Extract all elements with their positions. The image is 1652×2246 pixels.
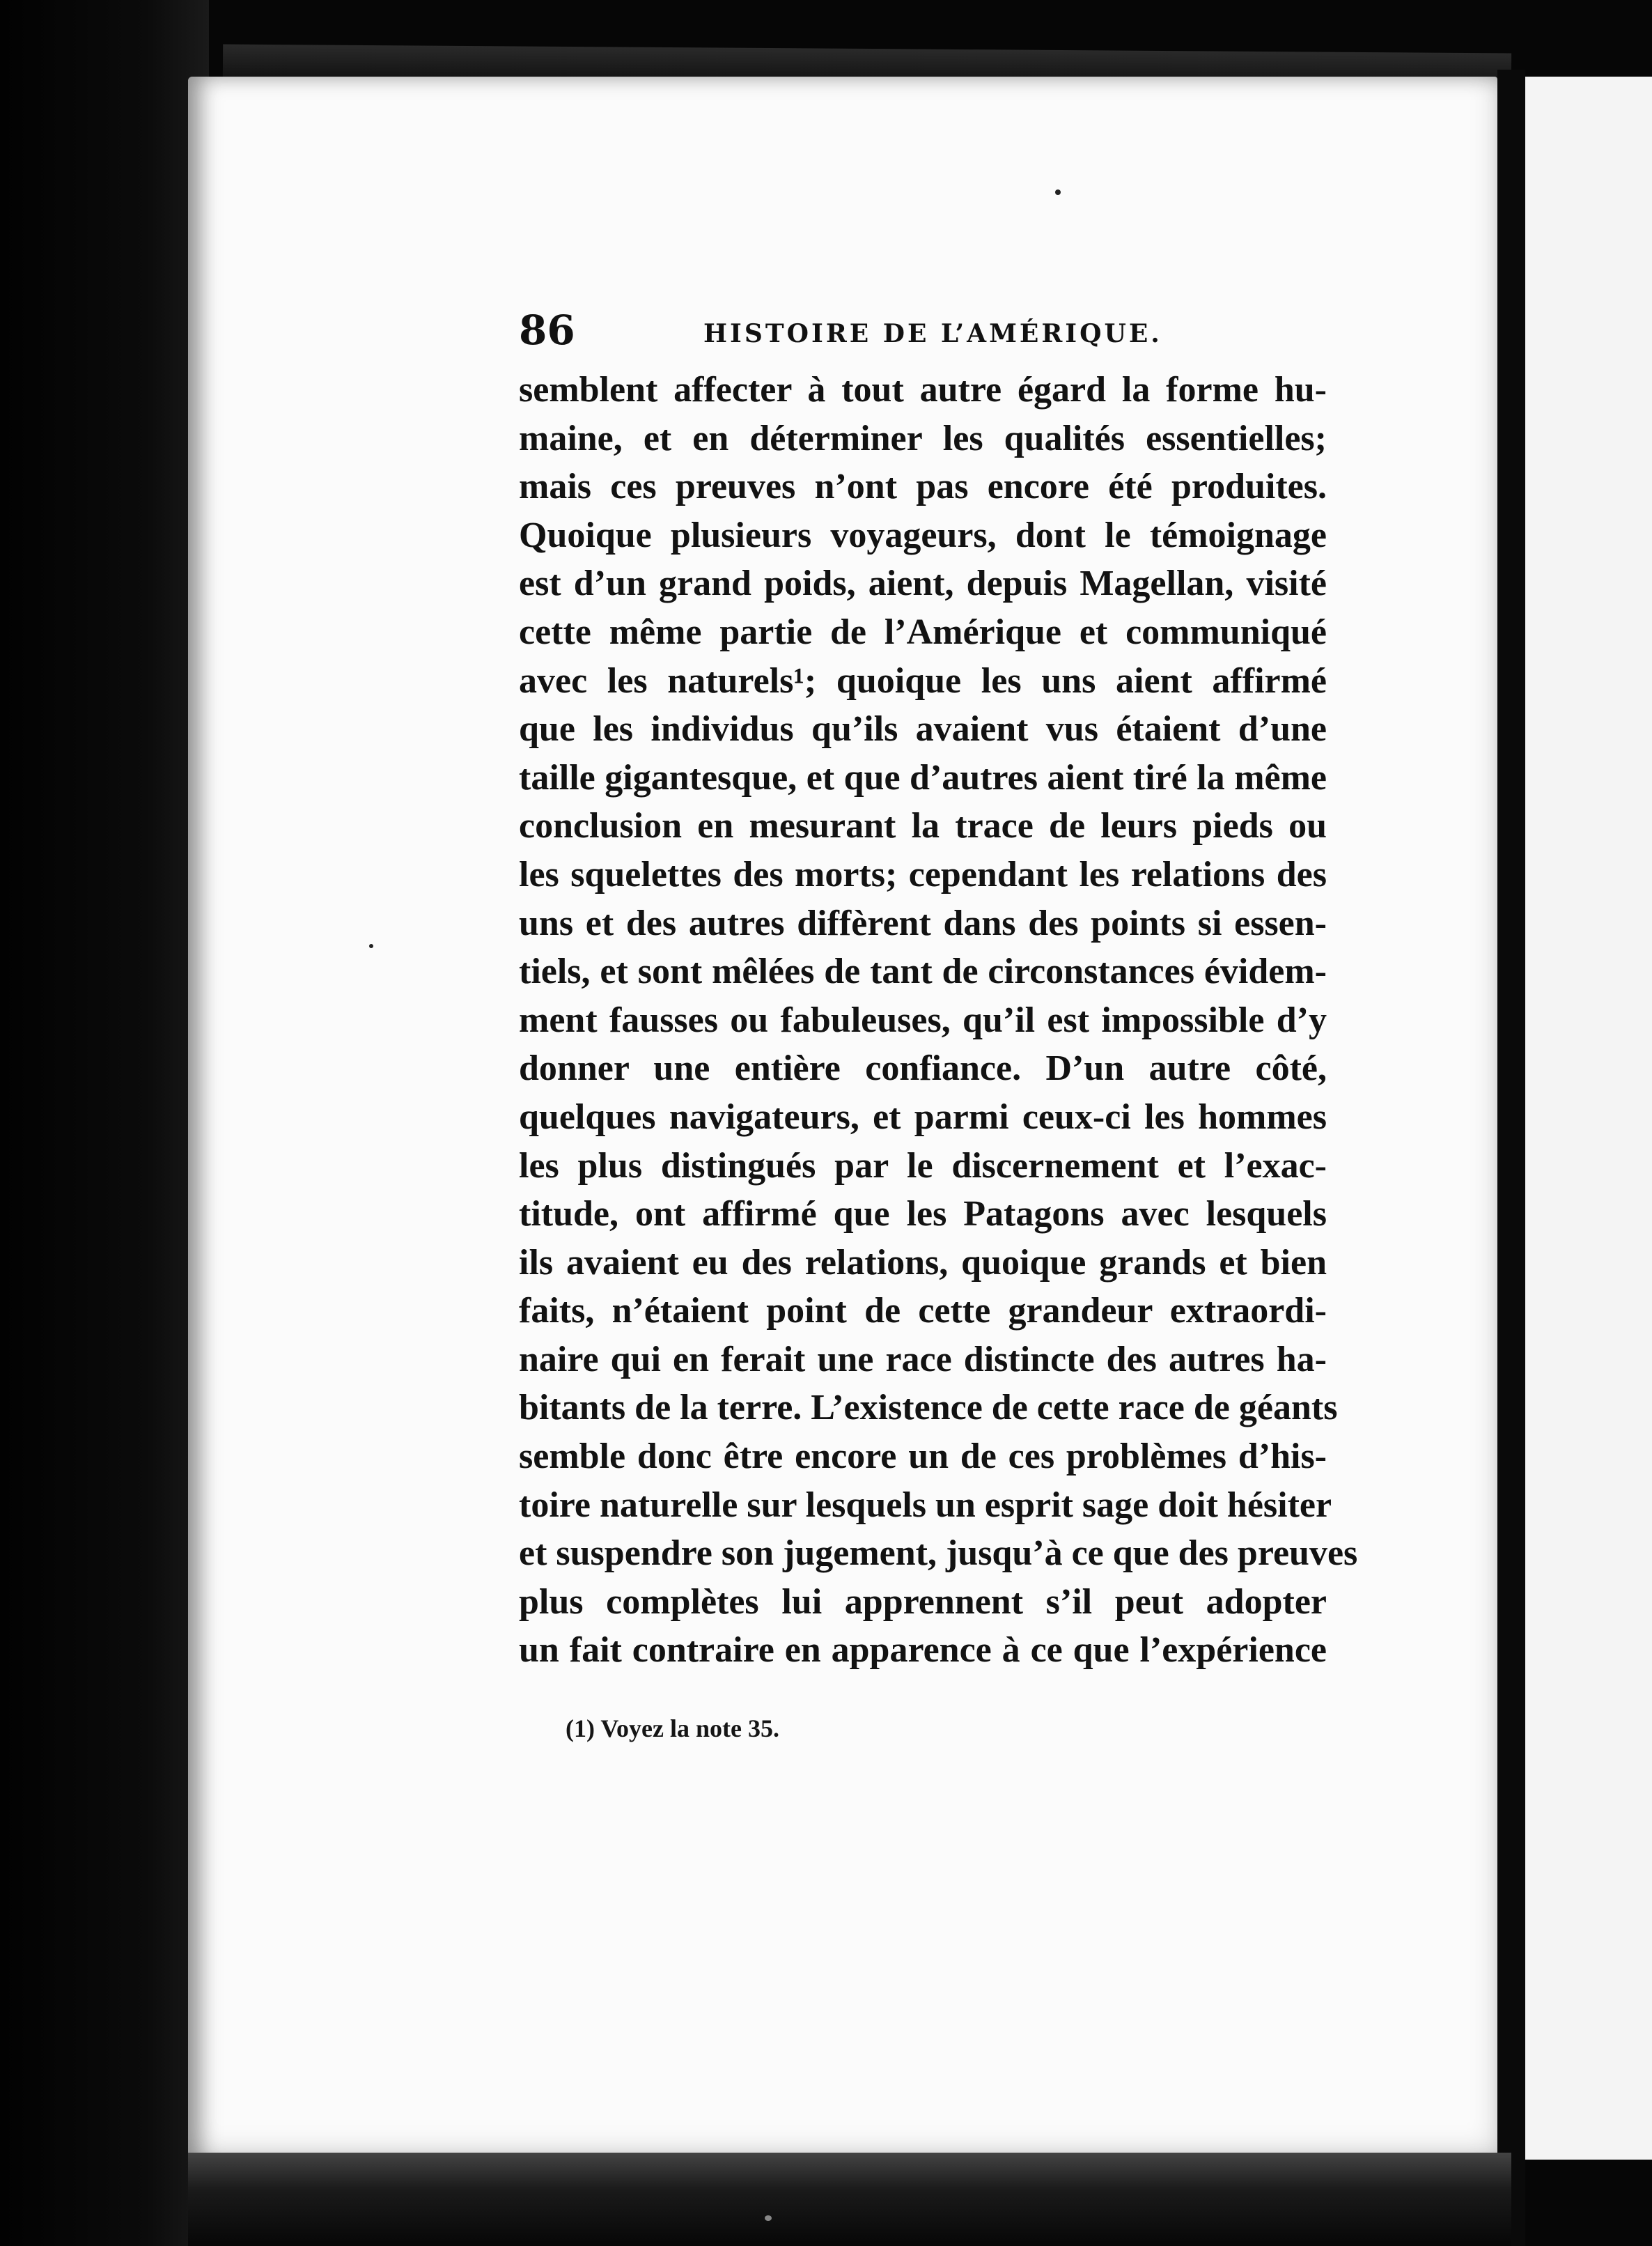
text-line: semble donc être encore un de ces problèmes d’his- — [519, 1436, 1327, 1477]
text-line: titude, ont affirmé que les Patagons avec lesquels — [519, 1194, 1327, 1234]
book-gutter — [1497, 70, 1525, 2246]
running-title: HISTOIRE DE L’AMÉRIQUE. — [703, 319, 1162, 348]
text-line: les squelettes des morts; cependant les relations des — [519, 854, 1327, 894]
text-line: plus complètes lui apprennent s’il peut adopter — [519, 1581, 1327, 1622]
text-line: est d’un grand poids, aient, depuis Magellan, visité — [519, 564, 1327, 604]
facing-page-edge — [1525, 77, 1652, 2160]
page-header — [519, 307, 1341, 369]
text-line: cette même partie de l’Amérique et communiqué — [519, 612, 1327, 652]
scan-speck — [369, 944, 373, 948]
text-line: bitants de la terre. L’existence de cette race de géants — [519, 1388, 1338, 1428]
text-line: les plus distingués par le discernement et l’exac- — [519, 1145, 1327, 1186]
text-line: Quoique plusieurs voyageurs, dont le témoignage — [519, 515, 1327, 555]
text-line: avec les naturels¹; quoique les uns aient affirmé — [519, 660, 1327, 701]
text-line: ment fausses ou fabuleuses, qu’il est impossible d’y — [519, 1000, 1327, 1040]
text-line: faits, n’étaient point de cette grandeur extraordi- — [519, 1291, 1327, 1331]
text-line: conclusion en mesurant la trace de leurs pieds ou — [519, 806, 1327, 846]
text-line: et suspendre son jugement, jusqu’à ce que des preuves — [519, 1533, 1358, 1574]
page-number: 86 — [519, 307, 575, 354]
body-text — [519, 366, 1358, 1675]
text-line: toire naturelle sur lesquels un esprit sage doit hésiter — [519, 1485, 1332, 1525]
text-line: semblent affecter à tout autre égard la forme hu- — [519, 370, 1327, 410]
text-line: maine, et en déterminer les qualités essentielles; — [519, 418, 1327, 458]
text-line: mais ces preuves n’ont pas encore été produites. — [519, 467, 1327, 507]
text-line: tiels, et sont mêlées de tant de circonstances évidem- — [519, 952, 1327, 992]
text-line: que les individus qu’ils avaient vus étaient d’une — [519, 709, 1327, 750]
text-line: taille gigantesque, et que d’autres aient tiré la même — [519, 757, 1327, 798]
scan-speck — [765, 2215, 772, 2221]
text-line: uns et des autres diffèrent dans des points si essen- — [519, 903, 1327, 943]
book-bottom-edge — [188, 2153, 1511, 2246]
text-line: naire qui en ferait une race distincte des autres ha- — [519, 1339, 1327, 1379]
text-line: un fait contraire en apparence à ce que l’expérience — [519, 1630, 1327, 1671]
text-line: donner une entière confiance. D’un autre côté, — [519, 1048, 1327, 1089]
text-line: ils avaient eu des relations, quoique grands et bien — [519, 1242, 1327, 1283]
scan-speck — [1055, 189, 1061, 195]
footnote: (1) Voyez la note 35. — [566, 1714, 779, 1742]
text-line: quelques navigateurs, et parmi ceux-ci les hommes — [519, 1097, 1327, 1137]
book-left-edge — [0, 0, 209, 2246]
